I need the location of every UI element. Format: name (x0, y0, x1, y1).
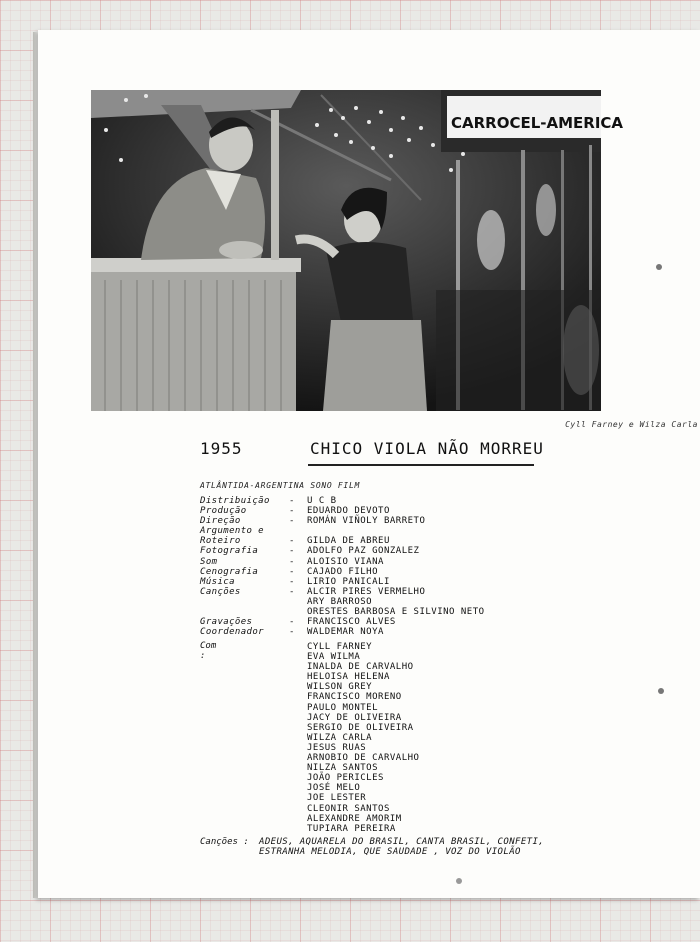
cast-member: WILZA CARLA (307, 732, 373, 743)
cast-member: ARNOBIO DE CARVALHO (307, 753, 420, 764)
credit-value: LIRIO PANICALI (307, 576, 390, 587)
credit-dash: - (289, 566, 295, 577)
cast-member: SERGIO DE OLIVEIRA (307, 722, 414, 733)
cast-list (307, 642, 419, 834)
punch-hole-mark (658, 688, 664, 694)
film-still-illustration (91, 90, 624, 411)
cast-member: HELOISA HELENA (307, 672, 390, 683)
carousel-sign-text: CARROCEL-AMERICA (451, 114, 624, 132)
credit-value: ARY BARROSO (307, 596, 373, 607)
document-page (38, 30, 700, 898)
film-year: 1955 (200, 439, 243, 458)
cast-member: PAULO MONTEL (307, 702, 379, 713)
credit-dash: - (289, 496, 295, 506)
credit-label: Produção (200, 506, 247, 517)
credit-dash: - (289, 536, 295, 547)
credit-value: EDUARDO DEVOTO (307, 506, 390, 517)
credit-label: Canções (200, 586, 241, 597)
cast-member: WILSON GREY (307, 682, 373, 693)
credit-dash: - (289, 546, 295, 557)
studio-name: ATLÂNTIDA-ARGENTINA SONO FILM (200, 481, 360, 490)
cast-member: NILZA SANTOS (307, 763, 379, 774)
credit-label: Gravações (200, 617, 253, 628)
credit-dash: - (289, 556, 295, 567)
credit-label: Roteiro (200, 536, 241, 547)
credit-label: Fotografia (200, 546, 259, 557)
title-underline (308, 464, 534, 466)
cast-member: FRANCISCO MORENO (307, 692, 402, 703)
credit-label: Direção (200, 516, 241, 527)
cast-label: Com : (200, 641, 217, 661)
songs-label: Canções : (200, 837, 249, 847)
credit-value: GILDA DE ABREU (307, 536, 390, 547)
credit-value: ALOISIO VIANA (307, 556, 384, 567)
credit-label: Argumento e (200, 526, 265, 537)
film-still-photo (91, 90, 624, 411)
credit-value: CAJADO FILHO (307, 566, 379, 577)
credit-value: FRANCISCO ALVES (307, 617, 396, 628)
cast-member: INALDA DE CARVALHO (307, 662, 414, 673)
credit-label: Coordenador (200, 627, 265, 638)
film-title: CHICO VIOLA NÃO MORREU (310, 439, 544, 458)
cast-member: CYLL FARNEY (307, 642, 373, 652)
credit-label: Distribuição (200, 496, 270, 506)
credit-dash: - (289, 627, 295, 638)
photo-caption: Cyll Farney e Wilza Carla (565, 420, 698, 429)
cast-member: CLEONIR SANTOS (307, 803, 390, 814)
credit-value: ADOLFO PAZ GONZALEZ (307, 546, 420, 557)
credit-label: Cenografia (200, 566, 259, 577)
cast-member: JACY DE OLIVEIRA (307, 712, 402, 723)
cast-member: ALEXANDRE AMORIM (307, 813, 402, 824)
songs-list: ADEUS, AQUARELA DO BRASIL, CANTA BRASIL, CONFETI, ESTRANHA MELODIA, QUE SAUDADE , VOZ DO VIOLÃO (259, 837, 545, 858)
credit-value: ROMÁN VIÑOLY BARRETO (307, 516, 426, 527)
credit-value: ALCIR PIRES VERMELHO (307, 586, 426, 597)
cast-member: EVA WILMA (307, 652, 361, 663)
credit-dash: - (289, 586, 295, 597)
credit-value: ORESTES BARBOSA E SILVINO NETO (307, 607, 485, 618)
cast-member: JESUS RUAS (307, 742, 367, 753)
credit-value: WALDEMAR NOYA (307, 627, 384, 638)
credit-value: U C B (307, 496, 337, 506)
cast-member: JOSÉ MELO (307, 783, 361, 794)
punch-hole-mark (656, 264, 662, 270)
cast-member: JOÃO PERICLES (307, 773, 384, 784)
credit-label: Música (200, 576, 235, 587)
cast-member: JOE LESTER (307, 793, 367, 804)
punch-hole-mark (456, 878, 462, 884)
credit-dash: - (289, 617, 295, 628)
credit-dash: - (289, 516, 295, 527)
credit-dash: - (289, 506, 295, 517)
credit-dash: - (289, 576, 295, 587)
cast-member: TUPIARA PEREIRA (307, 823, 396, 834)
credit-label: Som (200, 556, 218, 567)
